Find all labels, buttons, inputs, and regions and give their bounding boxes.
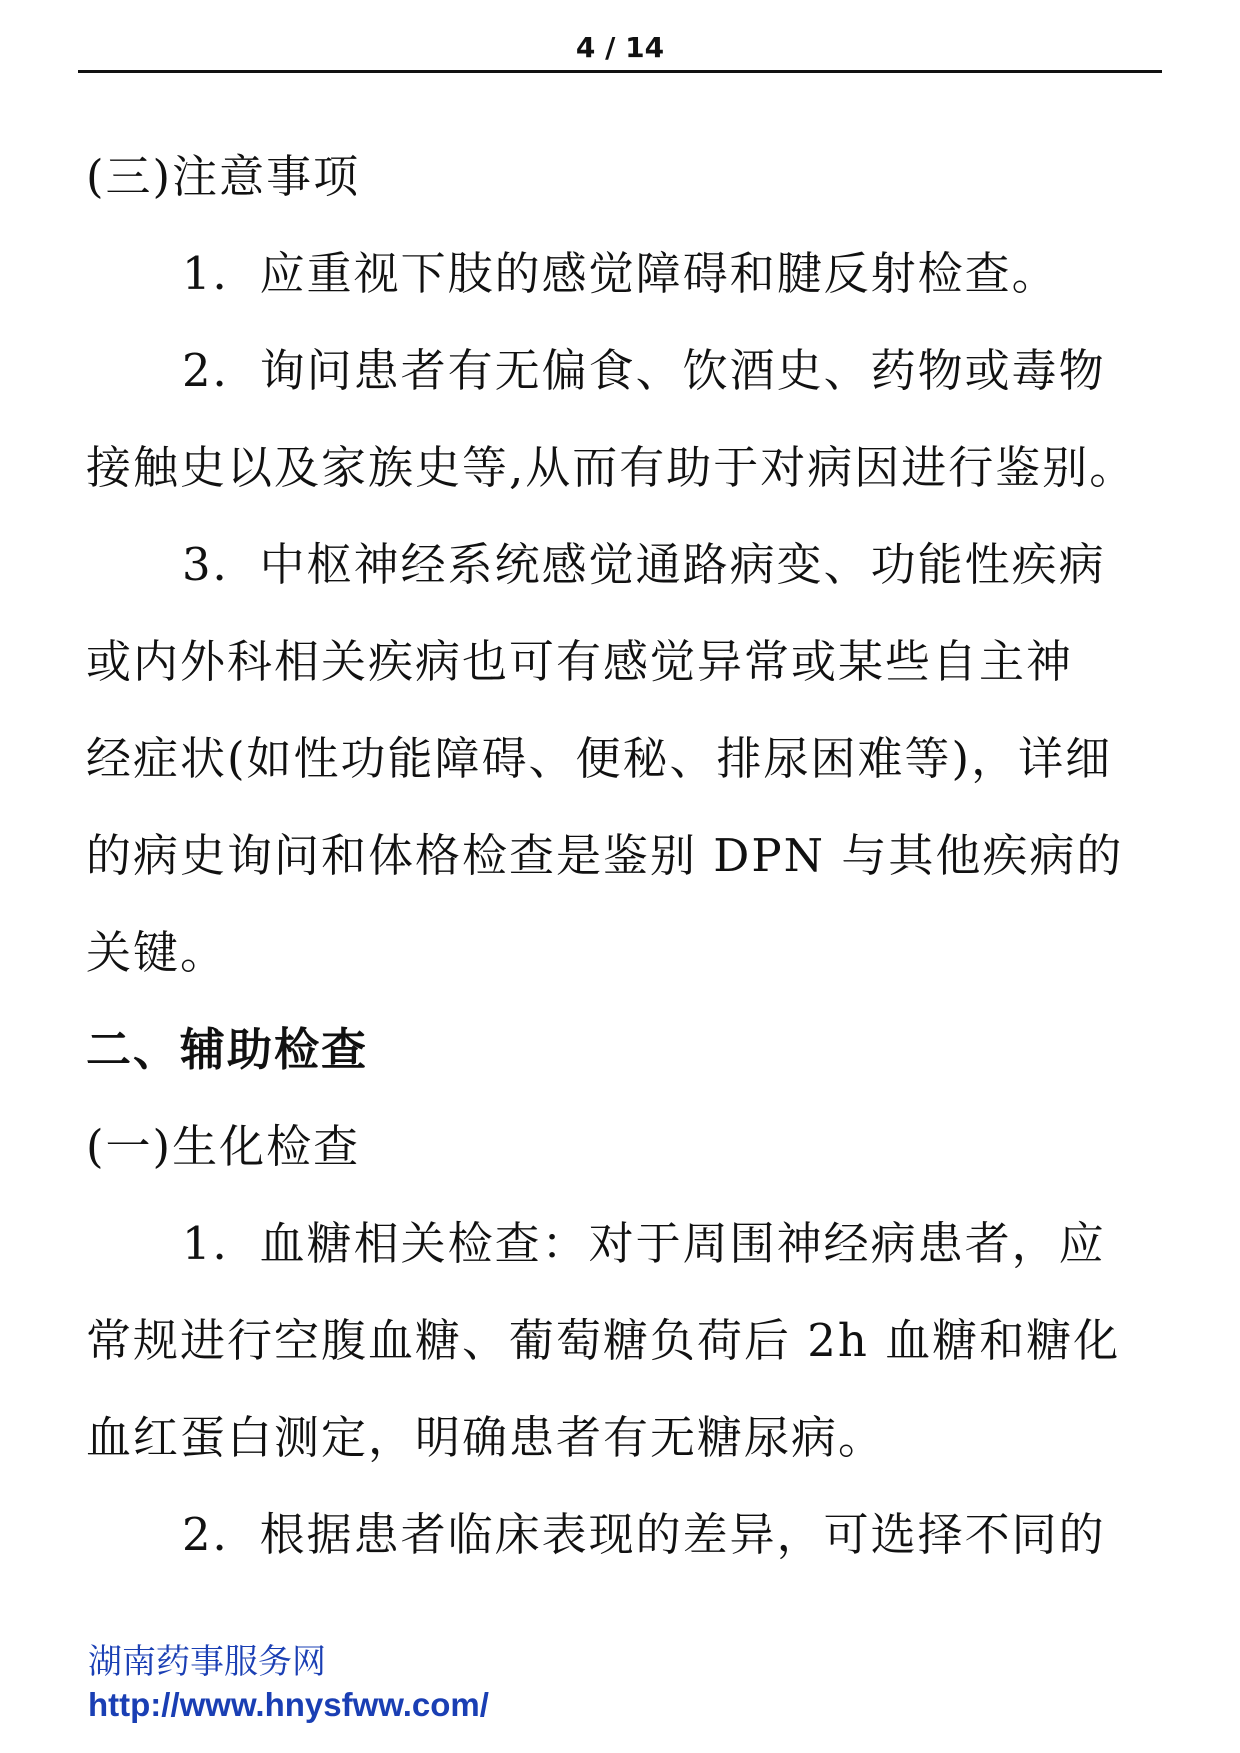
- paragraph-line: 经症状(如性功能障碍、便秘、排尿困难等)，详细: [86, 732, 1113, 785]
- paragraph-line: 2．根据患者临床表现的差异，可选择不同的: [182, 1508, 1106, 1561]
- footer-url-link[interactable]: http://www.hnysfww.com/: [88, 1686, 489, 1723]
- paragraph-line: 或内外科相关疾病也可有感觉异常或某些自主神: [86, 635, 1074, 688]
- paragraph-line: 3．中枢神经系统感觉通路病变、功能性疾病: [182, 538, 1106, 591]
- paragraph-line: 1．应重视下肢的感觉障碍和腱反射检查。: [182, 247, 1059, 300]
- footer-site-name: 湖南药事服务网: [88, 1642, 326, 1682]
- subsection-heading-notes: (三)注意事项: [86, 150, 361, 203]
- paragraph-line: 关键。: [86, 926, 228, 979]
- paragraph-line: 接触史以及家族史等,从而有助于对病因进行鉴别。: [86, 441, 1137, 494]
- section-heading-auxiliary-exams: 二、辅助检查: [86, 1023, 369, 1076]
- page-number: 4 / 14: [575, 31, 665, 64]
- paragraph-line: 血红蛋白测定，明确患者有无糖尿病。: [86, 1411, 886, 1464]
- subsection-heading-biochem: (一)生化检查: [86, 1120, 361, 1173]
- page-footer: [88, 1640, 788, 1726]
- paragraph-line: 1．血糖相关检查：对于周围神经病患者，应: [182, 1217, 1106, 1270]
- page-header: [78, 28, 1162, 73]
- paragraph-line: 的病史询问和体格检查是鉴别 DPN 与其他疾病的: [86, 829, 1124, 882]
- paragraph-line: 2．询问患者有无偏食、饮酒史、药物或毒物: [182, 344, 1106, 397]
- document-body: [86, 128, 1176, 1583]
- paragraph-line: 常规进行空腹血糖、葡萄糖负荷后 2h 血糖和糖化: [86, 1314, 1121, 1367]
